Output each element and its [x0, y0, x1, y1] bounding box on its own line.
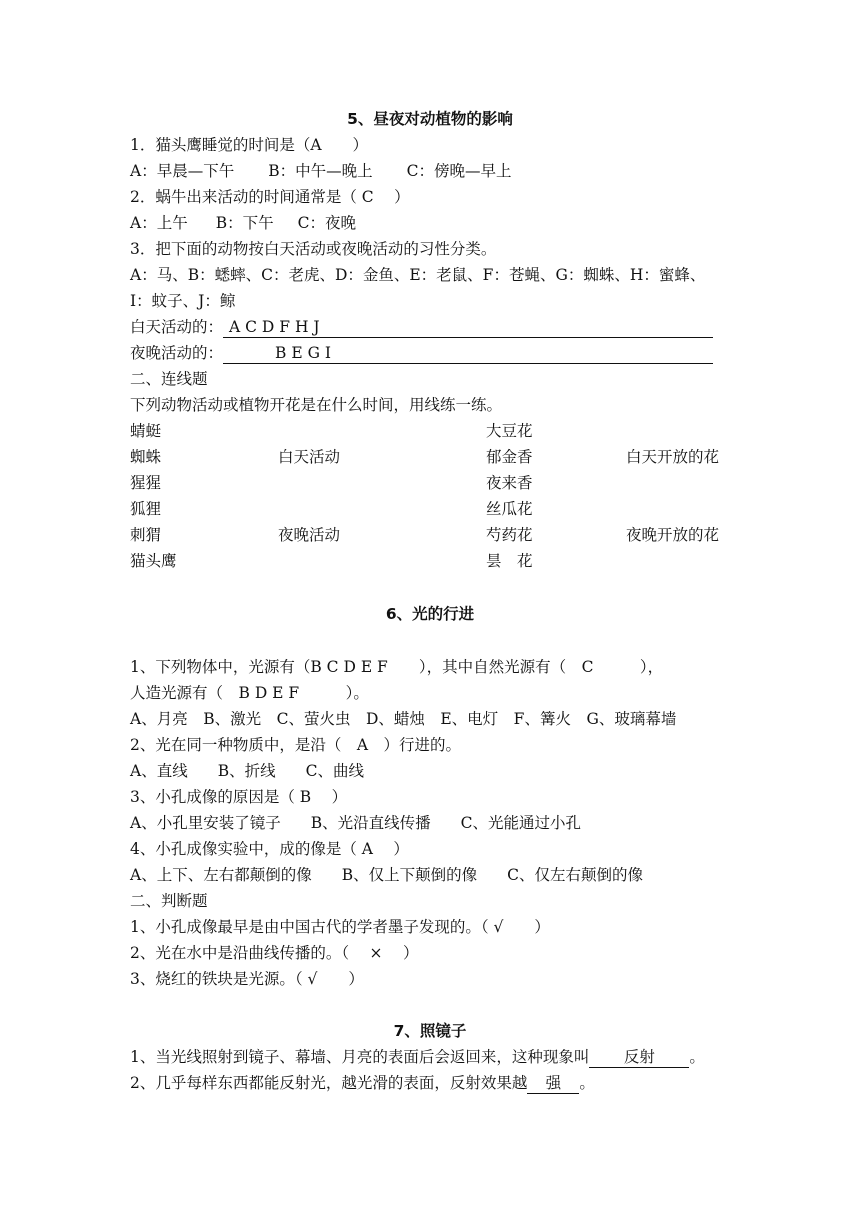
night-answer-row [130, 340, 730, 366]
question-text: 1、当光线照射到镜子、幕墙、月亮的表面后会返回来，这种现象叫 [130, 1048, 590, 1066]
option: A：早晨—下午 [130, 162, 235, 180]
options-row [130, 158, 511, 184]
day-answer-line [223, 317, 713, 338]
day-label: 白天活动的： [130, 318, 224, 336]
animal-item: 刺猬 [130, 526, 162, 544]
answer-blank [589, 1047, 689, 1068]
plant-time-day: 白天开放的花 [626, 448, 720, 466]
answer: 反射 [623, 1048, 655, 1066]
question: 1．猫头鹰睡觉的时间是（A ） [130, 136, 369, 154]
option: B、仅上下颠倒的像 [341, 866, 478, 884]
option: C：傍晚—早上 [406, 162, 512, 180]
day-answer-row [130, 314, 730, 340]
question-continued: 人造光源有（ B D E F ）。 [130, 684, 369, 702]
night-label: 夜晚活动的： [130, 344, 224, 362]
section-title: 6、光的行进 [385, 605, 475, 623]
option: A、直线 [130, 762, 188, 780]
option: C、曲线 [305, 762, 364, 780]
question-end: 。 [689, 1048, 705, 1066]
animal-item: 蜘蛛 [130, 448, 162, 466]
part-title: 二、连线题 [130, 370, 208, 388]
fill-question [130, 1070, 595, 1096]
option: A、上下、左右都颠倒的像 [130, 866, 312, 884]
question: 2、光在同一种物质中，是沿（ A ）行进的。 [130, 736, 462, 754]
answer: 强 [545, 1074, 562, 1092]
animal-item: 猫头鹰 [130, 552, 177, 570]
option: B、光沿直线传播 [310, 814, 431, 832]
night-answer-line [223, 343, 713, 364]
judgment-item: 3、烧红的铁块是光源。（ √ ） [130, 970, 364, 988]
option: B：下午 [215, 214, 274, 232]
options-row [130, 758, 364, 784]
plant-item: 大豆花 [486, 422, 533, 440]
animal-time-day: 白天活动 [278, 448, 341, 466]
judgment-item: 2、光在水中是沿曲线传播的。（ × ） [130, 944, 419, 962]
day-answer: A C D F H J [229, 318, 320, 336]
part-title: 二、判断题 [130, 892, 208, 910]
plant-item: 芍药花 [486, 526, 533, 544]
question-end: 。 [579, 1074, 595, 1092]
animal-item: 狐狸 [130, 500, 162, 518]
plant-item: 丝瓜花 [486, 500, 533, 518]
options-row [130, 810, 581, 836]
plant-item: 郁金香 [486, 448, 533, 466]
animal-item: 蜻蜓 [130, 422, 162, 440]
night-answer: B E G I [275, 344, 332, 362]
option: A：上午 [130, 214, 188, 232]
section-title: 5、昼夜对动植物的影响 [347, 110, 513, 128]
question: 1、下列物体中，光源有（B C D E F ），其中自然光源有（ C ）， [130, 658, 664, 676]
instruction: 下列动物活动或植物开花是在什么时间，用线练一练。 [130, 396, 503, 414]
question: 2．蜗牛出来活动的时间通常是（ C ） [130, 188, 410, 206]
question-text: 2、几乎每样东西都能反射光，越光滑的表面，反射效果越 [130, 1074, 528, 1092]
answer-blank [527, 1073, 579, 1094]
animal-list: A：马、B：蟋蟀、C：老虎、D：金鱼、E：老鼠、F：苍蝇、G：蜘蛛、H：蜜蜂、 [130, 266, 706, 284]
option: A、小孔里安装了镜子 [130, 814, 281, 832]
option: C、光能通过小孔 [460, 814, 581, 832]
option: B、折线 [217, 762, 276, 780]
plant-item: 昙 花 [486, 552, 533, 570]
option: C：夜晚 [297, 214, 356, 232]
question: 3．把下面的动物按白天活动或夜晚活动的习性分类。 [130, 240, 497, 258]
animal-time-night: 夜晚活动 [278, 526, 341, 544]
options-row [130, 210, 356, 236]
question: 3、小孔成像的原因是（ B ） [130, 788, 348, 806]
plant-time-night: 夜晚开放的花 [626, 526, 720, 544]
plant-item: 夜来香 [486, 474, 533, 492]
animal-list: I：蚊子、J：鲸 [130, 292, 236, 310]
option: B：中午—晚上 [268, 162, 373, 180]
options-row: A、月亮 B、激光 C、萤火虫 D、蜡烛 E、电灯 F、篝火 G、玻璃幕墙 [130, 710, 677, 728]
fill-question [130, 1044, 705, 1070]
options-row [130, 862, 643, 888]
animal-item: 猩猩 [130, 474, 162, 492]
question: 4、小孔成像实验中，成的像是（ A ） [130, 840, 409, 858]
option: C、仅左右颠倒的像 [507, 866, 643, 884]
judgment-item: 1、小孔成像最早是由中国古代的学者墨子发现的。（ √ ） [130, 918, 550, 936]
section-title: 7、照镜子 [393, 1022, 467, 1040]
